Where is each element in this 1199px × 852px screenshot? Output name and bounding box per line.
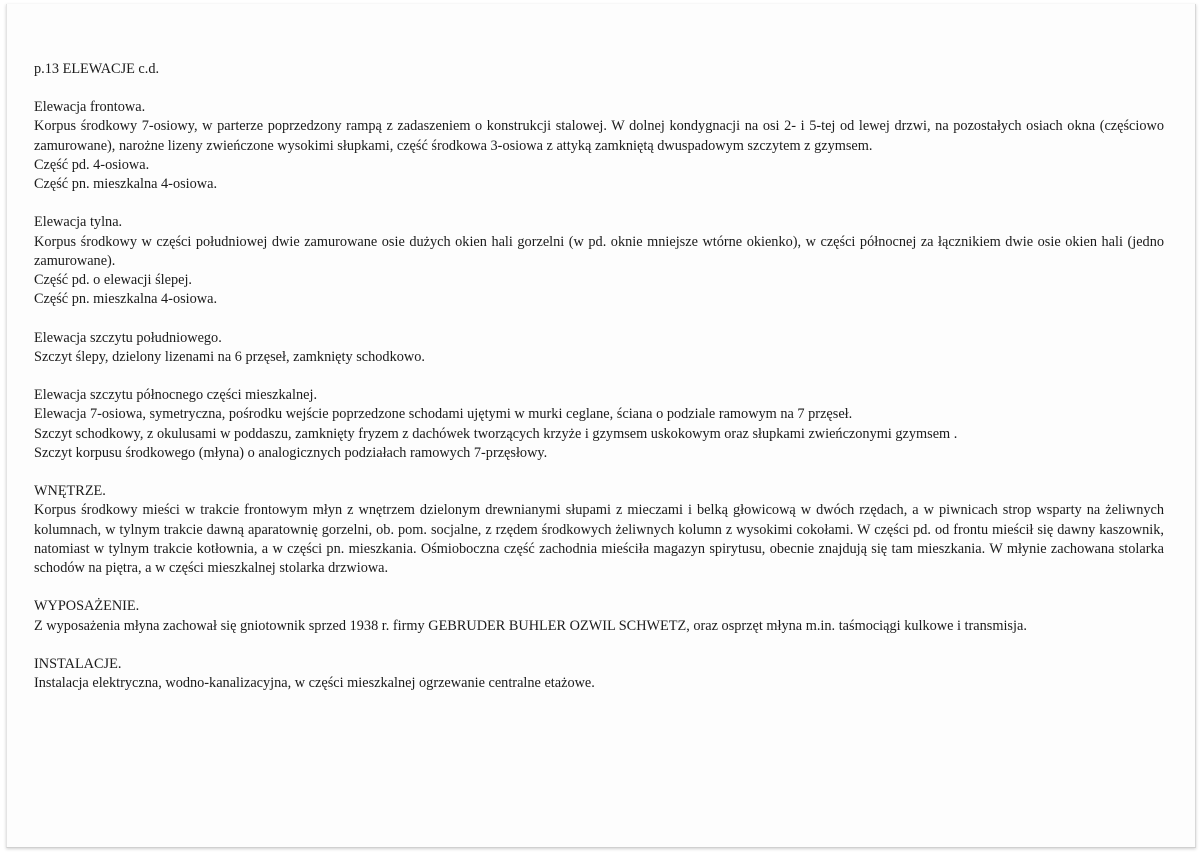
section-instalacje: [34, 655, 1164, 693]
paragraph: Szczyt ślepy, dzielony lizenami na 6 przęseł, zamknięty schodkowo.: [34, 348, 425, 365]
paragraph: Część pn. mieszkalna 4-osiowa.: [34, 176, 218, 193]
section-wnetrze: [34, 482, 1164, 578]
paragraph: Korpus środkowy mieści w trakcie frontowym młyn z wnętrzem dzielonym drewnianymi słupami z mieczami i belką głowicową w dwóch rzędach, a w piwnicach strop wsparty na żeliwnych kolumnach, w tylnym trakcie dawną aparatownię gorzelni, ob. pom. socjalne, z rzędem środkowych żeliwnych kolumn z wysokimi cokołami. W części pd. od frontu mieścił się dawny kaszownik, natomiast w tylnym trakcie kotłownia, a w części pn. mieszkania. Ośmioboczna część zachodnia mieściła magazyn spirytusu, obecnie znajdują się tam mieszkania. W młynie zachowana stolarka schodów na piętra, a w części mieszkalnej stolarka drzwiowa.: [34, 502, 1164, 577]
paragraph: Część pd. o elewacji ślepej.: [34, 272, 192, 289]
section-heading: Elewacja szczytu północnego części mieszkalnej.: [34, 387, 318, 404]
paragraph: Szczyt schodkowy, z okulusami w poddaszu, zamknięty fryzem z dachówek tworzących krzyże i gzymsem uskokowym oraz słupkami zwieńczonymi gzymsem .: [34, 425, 958, 442]
section-heading: Elewacja szczytu południowego.: [34, 329, 222, 346]
paragraph: Z wyposażenia młyna zachował się gniotownik sprzed 1938 r. firmy GEBRUDER BUHLER OZWIL SCHWETZ, oraz osprzęt młyna m.in. taśmociągi kulkowe i transmisja.: [34, 617, 1027, 634]
section-heading: Elewacja frontowa.: [34, 99, 146, 116]
page-header: p.13 ELEWACJE c.d.: [34, 61, 160, 77]
paragraph: Część pn. mieszkalna 4-osiowa.: [34, 291, 218, 308]
section-heading: WYPOSAŻENIE.: [34, 598, 140, 615]
section-elewacja-szczytu-poludniowego: [34, 329, 1164, 367]
section-elewacja-szczytu-polnocnego: [34, 386, 1164, 463]
paragraph: Korpus środkowy 7-osiowy, w parterze poprzedzony rampą z zadaszeniem o konstrukcji stalowej. W dolnej kondygnacji na osi 2- i 5-tej od lewej drzwi, na pozostałych osiach okna (częściowo zamurowane), narożne lizeny zwieńczone wysokimi słupkami, część środkowa 3-osiowa z attyką zamkniętą dwuspadowym szczytem z gzymsem.: [34, 118, 1164, 154]
paragraph: Część pd. 4-osiowa.: [34, 156, 150, 173]
paragraph: Instalacja elektryczna, wodno-kanalizacyjna, w części mieszkalnej ogrzewanie centralne etażowe.: [34, 675, 595, 692]
section-elewacja-frontowa: [34, 98, 1164, 194]
section-heading: INSTALACJE.: [34, 656, 122, 672]
section-elewacja-tylna: [34, 213, 1164, 309]
document-body: [34, 60, 1164, 713]
document-page: [6, 4, 1196, 848]
paragraph: Szczyt korpusu środkowego (młyna) o analogicznych podziałach ramowych 7-przęsłowy.: [34, 444, 548, 461]
section-heading: WNĘTRZE.: [34, 483, 106, 500]
section-wyposazenie: [34, 597, 1164, 635]
paragraph: Elewacja 7-osiowa, symetryczna, pośrodku wejście poprzedzone schodami ujętymi w murki ceglane, ściana o podziale ramowym na 7 przęseł.: [34, 406, 853, 423]
paragraph: Korpus środkowy w części południowej dwie zamurowane osie dużych okien hali gorzelni (w pd. oknie mniejsze wtórne okienko), w części północnej za łącznikiem dwie osie okien hali (jedno zamurowane).: [34, 233, 1164, 269]
section-heading: Elewacja tylna.: [34, 214, 123, 231]
